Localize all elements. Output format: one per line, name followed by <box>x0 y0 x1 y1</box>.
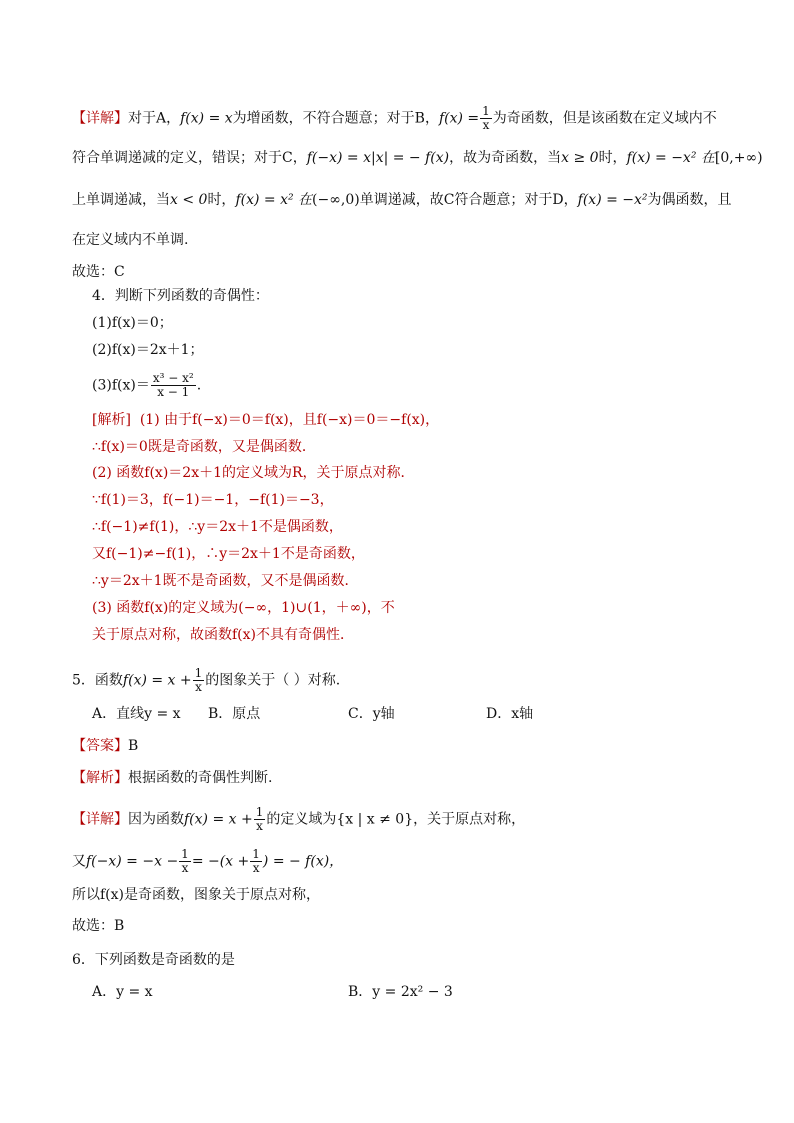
q4-analysis-9: 关于原点对称，故函数f(x)不具有奇偶性． <box>92 627 354 643</box>
q4-analysis-7: ∴y＝2x＋1既不是奇函数，又不是偶函数． <box>92 573 359 589</box>
q4-analysis-8: (3) 函数f(x)的定义域为(−∞，1)∪(1，＋∞)，不 <box>92 600 395 616</box>
q4-analysis-3: (2) 函数f(x)＝2x＋1的定义域为R，关于原点对称． <box>92 465 415 481</box>
q5-analysis: 【解析】根据函数的奇偶性判断. <box>72 770 273 786</box>
q4-sub-2: (2)f(x)＝2x＋1； <box>92 342 204 358</box>
answer-choice: 故选：C <box>72 264 125 280</box>
detail-line-3: 上单调递减，当x < 0时，f(x) = x² 在(−∞,0)单调递减，故C符合题意；对于D，f(x) = −x²为偶函数，且 <box>72 192 732 208</box>
fraction: $\frac{1}{x}$ <box>255 805 264 833</box>
fraction: $\frac{\text{x³ − x²}}{x - 1}$ <box>152 371 194 399</box>
q5-detail-3: 所以f(x)是奇函数，图象关于原点对称， <box>72 887 320 903</box>
q5-detail-2: 又f(−x) = −x − $\frac{1}{x}$ = −(x + $\frac{1}{x}$ ) = − f(x)， <box>72 847 344 875</box>
q5-option-a: A．直线y = x <box>92 706 181 722</box>
q6-option-a: A．y = x <box>92 984 153 1000</box>
q4-analysis-1: [解析] (1) 由于f(−x)＝0＝f(x)，且f(−x)＝0＝−f(x)， <box>92 412 440 428</box>
q5-detail-1: 【详解】因为函数f(x) = x + $\frac{1}{x}$ 的定义域为{x | x ≠ 0}，关于原点对称， <box>72 805 526 833</box>
fraction: $\frac{1}{x}$ <box>194 666 203 694</box>
q4-title: 4．判断下列函数的奇偶性： <box>92 288 269 304</box>
q4-analysis-4: ∵f(1)＝3，f(−1)＝−1，−f(1)＝−3， <box>92 492 334 508</box>
fraction: $\frac{1}{x}$ <box>252 847 260 875</box>
q5-detail-4: 故选：B <box>72 918 125 934</box>
q4-sub-3: (3)f(x)＝ $\frac{\text{x³ − x²}}{x - 1}$ . <box>92 371 202 399</box>
q6-option-b: B．y = 2x² − 3 <box>348 984 453 1000</box>
detail-line-4: 在定义域内不单调. <box>72 232 189 248</box>
q5-option-b: B．原点 <box>208 706 261 722</box>
detail-line-1: 【详解】对于A，f(x) = x为增函数，不符合题意；对于B，f(x) = $\frac{1}{x}$ 为奇函数，但是该函数在定义域内不 <box>72 104 717 132</box>
fraction: $\frac{1}{x}$ <box>482 104 490 132</box>
q5-option-d: D．x轴 <box>486 706 534 722</box>
q5-question: 5．函数f(x) = x + $\frac{1}{x}$ 的图象关于（ ）对称. <box>72 666 341 694</box>
q6-question: 6．下列函数是奇函数的是 <box>72 952 235 968</box>
q5-option-c: C．y轴 <box>348 706 395 722</box>
detail-tag: 【详解】 <box>72 110 128 127</box>
q4-analysis-5: ∴f(−1)≠f(1)，∴y＝2x＋1不是偶函数， <box>92 519 343 535</box>
q4-analysis-6: 又f(−1)≠−f(1)，∴y＝2x＋1不是奇函数， <box>92 546 365 562</box>
q4-analysis-2: ∴f(x)＝0既是奇函数，又是偶函数． <box>92 439 316 455</box>
fraction: $\frac{1}{x}$ <box>181 847 189 875</box>
q4-sub-1: (1)f(x)＝0； <box>92 315 173 331</box>
detail-line-2: 符合单调递减的定义，错误；对于C，f(−x) = x|x| = − f(x)，故为奇函数，当x ≥ 0时，f(x) = −x² 在[0,+∞) <box>72 150 763 166</box>
q5-answer: 【答案】B <box>72 738 139 754</box>
